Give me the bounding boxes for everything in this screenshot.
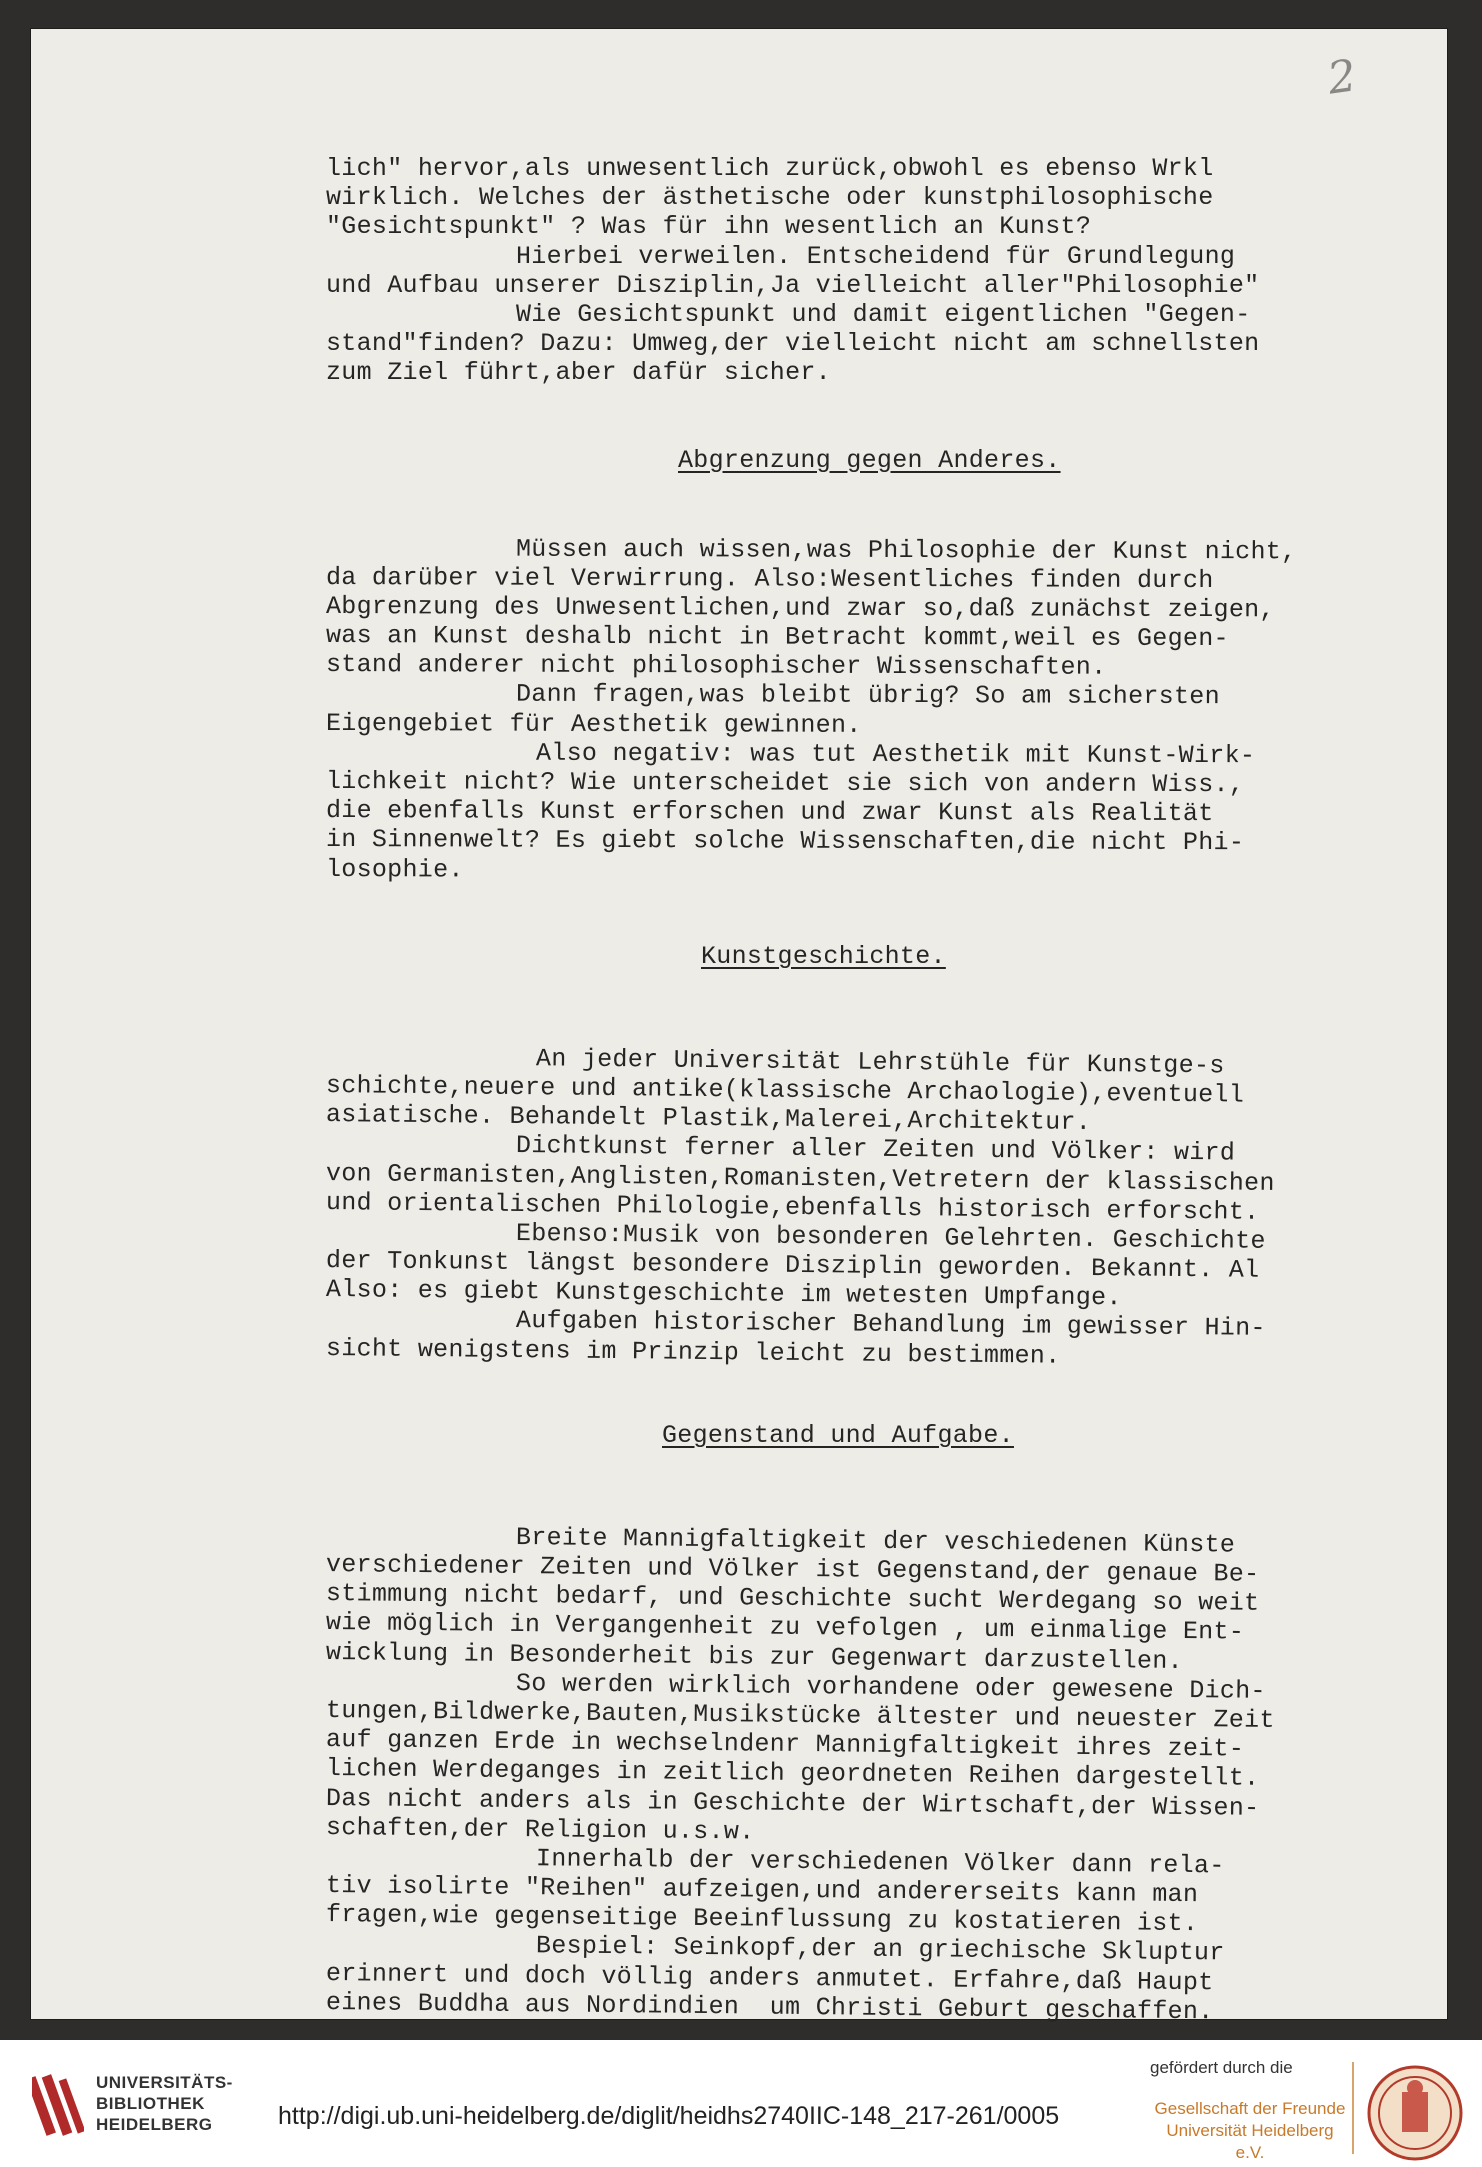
typescript-page [30, 28, 1448, 2027]
text-line: zum Ziel führt,aber dafür sicher. [326, 358, 831, 388]
text-line: verschiedener Zeiten und Völker ist Gegenstand,der genaue Be- [325, 1550, 1260, 1589]
text-line: und Aufbau unserer Disziplin,Ja vielleicht aller"Philosophie" [326, 270, 1260, 300]
text-line: und orientalischen Philologie,ebenfalls historisch erforscht. [325, 1187, 1260, 1227]
text-line: Dann fragen,was bleibt übrig? So am sichersten [515, 680, 1220, 712]
sponsor-name [1150, 2098, 1350, 2164]
text-line: Abgrenzung des Unwesentlichen,und zwar so,daß zunächst zeigen, [325, 591, 1275, 625]
handwritten-page-number: 2 [1324, 50, 1360, 105]
text-line: Also: es giebt Kunstgeschichte im wetesten Umpfange. [325, 1275, 1122, 1313]
text-line: lichkeit nicht? Wie unterscheidet sie sich von andern Wiss., [325, 767, 1245, 800]
ub-heidelberg-logo-icon [32, 2068, 84, 2142]
text-line: der Tonkunst längst besondere Disziplin geworden. Bekannt. Al [325, 1246, 1260, 1285]
text-line: Hierbei verweilen. Entscheidend für Grundlegung [516, 241, 1236, 271]
text-line: eines Buddha aus Nordindien um Christi Geburt geschaffen. [325, 1987, 1214, 2027]
section-heading-abgrenzung: Abgrenzung gegen Anderes. [678, 445, 1061, 475]
text-line: Aufgaben historischer Behandlung im gewisser Hin- [515, 1306, 1266, 1344]
text-line: Eigengebiet für Aesthetik gewinnen. [325, 708, 862, 740]
text-line: losophie. [325, 854, 464, 885]
section-heading-kunstgeschichte: Kunstgeschichte. [701, 941, 946, 971]
footer-divider [1352, 2062, 1354, 2154]
text-line: So werden wirklich vorhandene oder gewesene Dich- [515, 1668, 1266, 1706]
viewer-footer [0, 2040, 1482, 2167]
funded-by-label: gefördert durch die [1150, 2058, 1293, 2077]
text-line: fragen,wie gegenseitige Beeinflussung zu kostatieren ist. [325, 1900, 1199, 1939]
text-line: in Sinnenwelt? Es giebt solche Wissenschaften,die nicht Phi- [325, 825, 1245, 858]
text-line: wirklich. Welches der ästhetische oder kunstphilosophische [326, 183, 1214, 213]
library-name [96, 2072, 233, 2135]
library-name-line: BIBLIOTHEK [96, 2094, 205, 2113]
text-line: Breite Mannigfaltigkeit der veschiedenen Künste [515, 1522, 1236, 1560]
typescript-body [325, 154, 1426, 2027]
text-line: wie möglich in Vergangenheit zu vefolgen , um einmalige Ent- [325, 1608, 1245, 1647]
library-name-line: HEIDELBERG [96, 2115, 213, 2134]
text-line: Das nicht anders als in Geschichte der Wirtschaft,der Wissen- [325, 1783, 1260, 1823]
text-line: sicht wenigstens im Prinzip leicht zu bestimmen. [325, 1333, 1061, 1371]
text-line: stimmung nicht bedarf, und Geschichte sucht Werdegang so weit [325, 1579, 1260, 1618]
text-line: asiatische. Behandelt Plastik,Malerei,Architektur. [325, 1100, 1092, 1138]
text-line: die ebenfalls Kunst erforschen und zwar Kunst als Realität [325, 796, 1214, 829]
text-line: "Gesichtspunkt" ? Was für ihn wesentlich an Kunst? [326, 212, 1092, 242]
text-line: stand anderer nicht philosophischer Wissenschaften. [325, 650, 1107, 682]
text-line: lichen Werdeganges in zeitlich geordneten Reihen dargestellt. [325, 1754, 1260, 1794]
university-seal-icon [1366, 2064, 1464, 2162]
text-line: schichte,neuere und antike(klassische Archaologie),eventuell [325, 1070, 1245, 1110]
text-line: auf ganzen Erde in wechselndenr Mannigfaltigkeit ihres zeit- [325, 1725, 1245, 1764]
text-line: da darüber viel Verwirrung. Also:Wesentliches finden durch [325, 562, 1214, 595]
text-line: wicklung in Besonderheit bis zur Gegenwart darzustellen. [325, 1637, 1184, 1676]
text-line: Also negativ: was tut Aesthetik mit Kunst-Wirk- [535, 738, 1256, 771]
text-line: tiv isolirte "Reihen" aufzeigen,und andererseits kann man [325, 1871, 1199, 1910]
text-line: Müssen auch wissen,was Philosophie der Kunst nicht, [515, 534, 1297, 566]
library-name-line: UNIVERSITÄTS- [96, 2073, 233, 2092]
text-line: Ebenso:Musik von besonderen Gelehrten. Geschichte [515, 1218, 1266, 1256]
text-line: Wie Gesichtspunkt und damit eigentlichen "Gegen- [516, 299, 1251, 329]
text-line: An jeder Universität Lehrstühle für Kunstge-s [535, 1043, 1225, 1081]
section-heading-gegenstand: Gegenstand und Aufgabe. [662, 1420, 1014, 1450]
text-line: was an Kunst deshalb nicht in Betracht kommt,weil es Gegen- [325, 621, 1229, 654]
text-line: Dichtkunst ferner aller Zeiten und Völker: wird [515, 1131, 1236, 1168]
text-line: Innerhalb der verschiedenen Völker dann rela- [535, 1844, 1225, 1881]
sponsor-name-line: Universität Heidelberg e.V. [1166, 2121, 1334, 2162]
text-line: tungen,Bildwerke,Bauten,Musikstücke ältester und neuester Zeit [325, 1695, 1275, 1735]
text-line: schaften,der Religion u.s.w. [325, 1812, 755, 1847]
sponsor-name-line: Gesellschaft der Freunde [1154, 2099, 1346, 2118]
text-line: erinnert und doch völlig anders anmutet. Erfahre,daß Haupt [325, 1958, 1214, 1997]
text-line: lich" hervor,als unwesentlich zurück,obwohl es ebenso Wrkl [326, 154, 1214, 183]
text-line: stand"finden? Dazu: Umweg,der vielleicht nicht am schnellsten [326, 329, 1260, 359]
text-line: von Germanisten,Anglisten,Romanisten,Vetretern der klassischen [325, 1158, 1275, 1198]
text-line: Bespiel: Seinkopf,der an griechische Skluptur [535, 1931, 1225, 1968]
permalink-url[interactable]: http://digi.ub.uni-heidelberg.de/diglit/heidhs2740IIC-148_217-261/0005 [278, 2102, 1060, 2130]
